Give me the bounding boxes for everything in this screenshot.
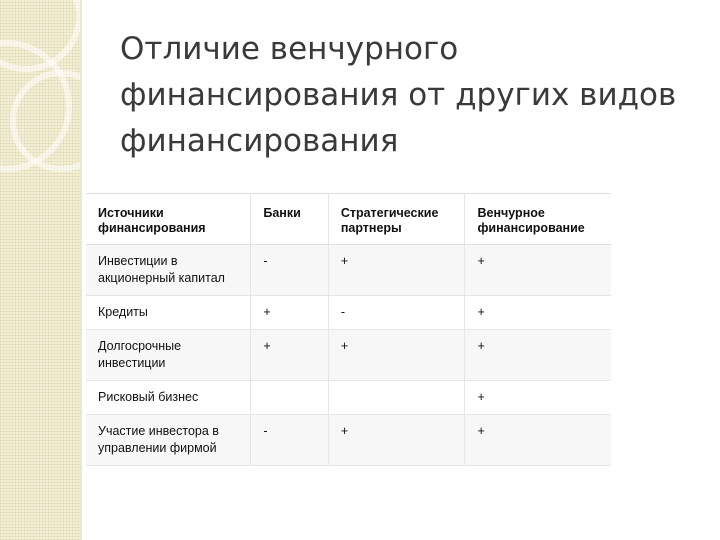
table-cell: + — [477, 305, 485, 319]
table-cell — [251, 381, 328, 415]
table-cell — [328, 381, 465, 415]
table-row — [86, 330, 611, 381]
table-cell: + — [477, 390, 485, 404]
table-row — [86, 296, 611, 330]
decorative-side-band — [0, 0, 80, 540]
table-cell: Участие инвестора в управлении фирмой — [86, 415, 251, 466]
table-cell: + — [328, 330, 465, 381]
table-row — [86, 381, 611, 415]
table-cell: + — [328, 415, 465, 466]
table-cell: Инвестиции в акционерный капитал — [86, 245, 251, 296]
table-cell: Рисковый бизнес — [86, 381, 251, 415]
table-cell: + — [465, 415, 611, 466]
table-cell: - — [251, 415, 328, 466]
table-cell: + — [465, 330, 611, 381]
column-header: Источники финансирования — [86, 194, 251, 245]
column-header: Стратегические партнеры — [328, 194, 465, 245]
table-cell: + — [465, 245, 611, 296]
side-divider — [80, 0, 82, 540]
title-line: финансирования от других видов — [120, 77, 677, 113]
table-cell: Кредиты — [86, 296, 251, 330]
slide-title — [120, 26, 700, 164]
table-cell: Долгосрочные инвестиции — [86, 330, 251, 381]
table-row — [86, 415, 611, 466]
table-cell: - — [251, 245, 328, 296]
column-header: Банки — [251, 194, 328, 245]
column-header: Венчурное финансирование — [465, 194, 611, 245]
title-line: финансирования — [120, 123, 399, 159]
title-line: Отличие венчурного — [120, 31, 459, 67]
comparison-table — [86, 193, 611, 466]
table-row — [86, 245, 611, 296]
table-cell: - — [328, 296, 465, 330]
table-cell: + — [328, 245, 465, 296]
table-header-row — [86, 194, 611, 245]
table-cell: + — [251, 296, 328, 330]
table-cell: + — [251, 330, 328, 381]
